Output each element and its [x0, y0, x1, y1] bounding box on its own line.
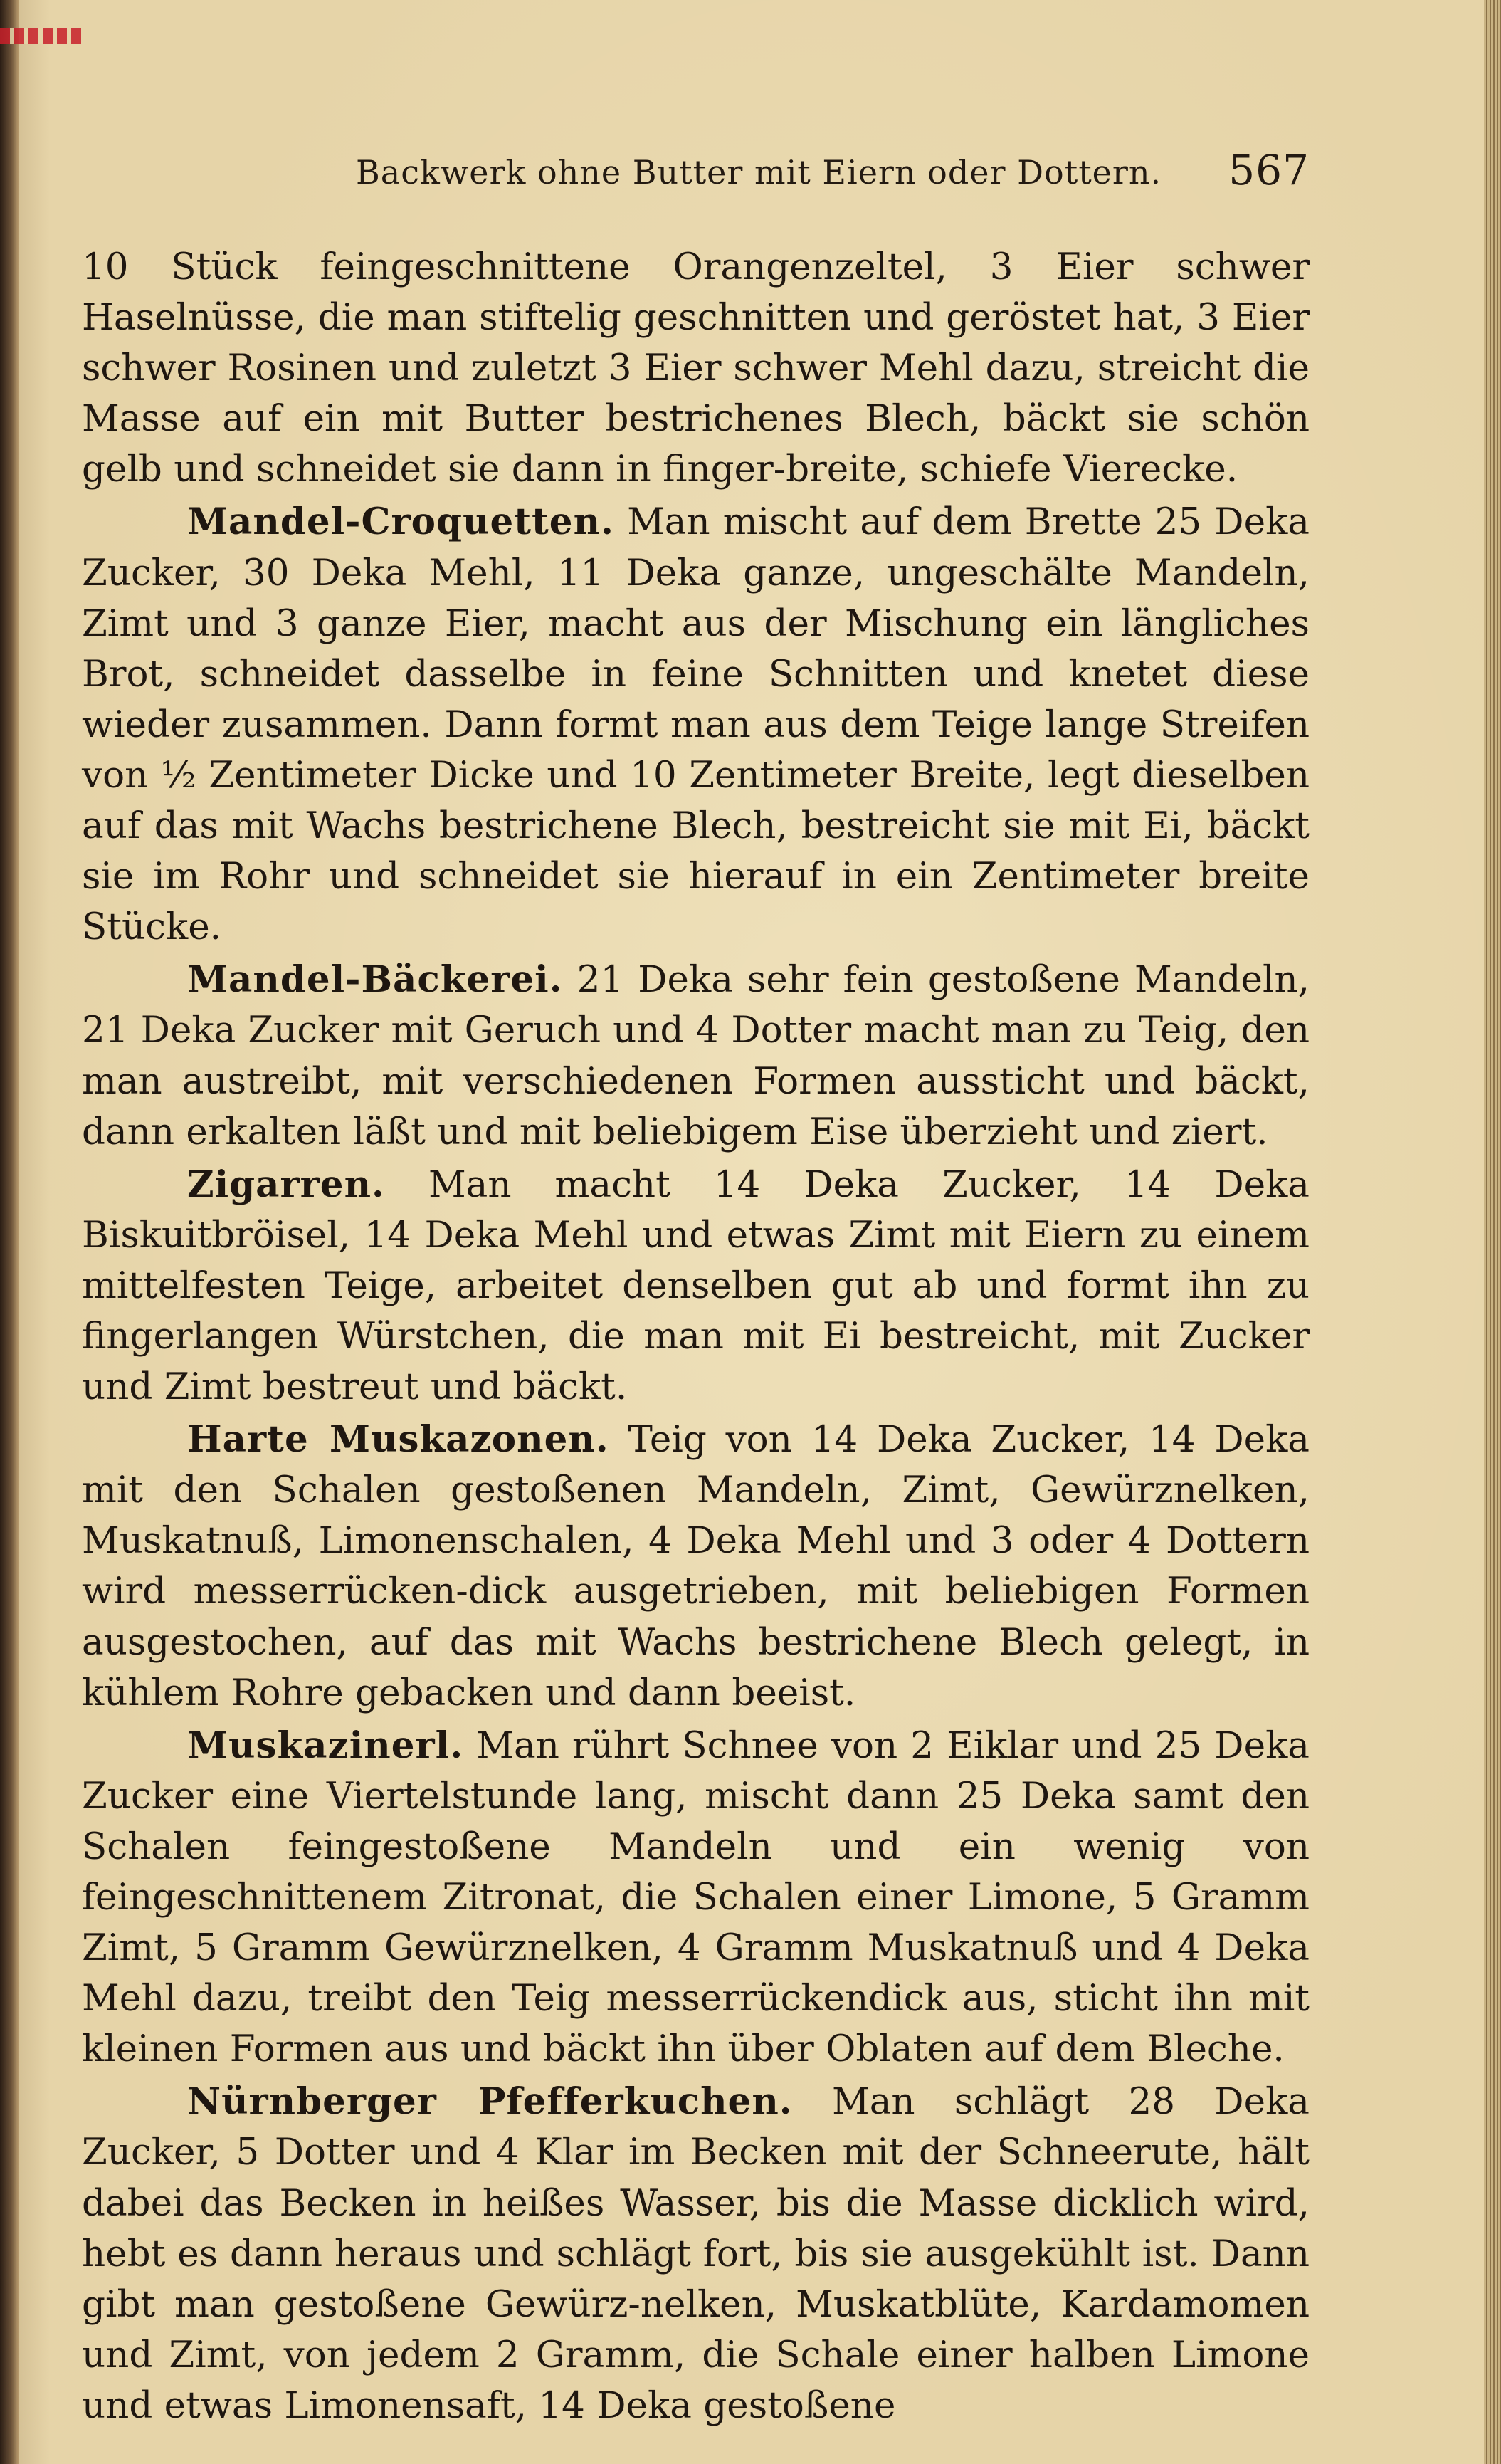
recipe-mandel-baeckerei: [82, 955, 1310, 1157]
recipe-harte-muskazonen: [82, 1415, 1310, 1719]
recipe-text: 21 Deka sehr fein gestoßene Mandeln, 21 Deka Zucker mit Geruch und 4 Dotter macht man zu Teig, den man austreibt, mit verschiedenen Formen aussticht und bäckt, dann erkalten läßt und mit beliebigem Eise überzieht und ziert.: [82, 958, 1310, 1153]
recipe-title: Muskazinerl.: [187, 1724, 464, 1767]
page-number: 567: [1228, 146, 1310, 194]
recipe-text-body: [82, 242, 1310, 2431]
recipe-title: Nürnberger Pfefferkuchen.: [187, 2080, 793, 2124]
recipe-title: Zigarren.: [187, 1163, 385, 1206]
recipe-text: Man schlägt 28 Deka Zucker, 5 Dotter und 4 Klar im Becken mit der Schneerute, hält dabei das Becken in heißes Wasser, bis die Masse dicklich wird, hebt es dann heraus und schlägt fort, bis sie ausgekühlt ist. Dann gibt man gestoßene Gewürz-nelken, Muskatblüte, Kardamomen und Zimt, von jedem 2 Gramm, die Schale einer halben Limone und etwas Limonensaft, 14 Deka gestoßene: [82, 2080, 1310, 2427]
recipe-text: Man rührt Schnee von 2 Eiklar und 25 Deka Zucker eine Viertelstunde lang, mischt dann 25 Deka samt den Schalen feingestoßene Mandeln und ein wenig von feingeschnittenem Zitronat, die Schalen einer Limone, 5 Gramm Zimt, 5 Gramm Gewürznelken, 4 Gramm Muskatnuß und 4 Deka Mehl dazu, treibt den Teig messerrückendick aus, sticht ihn mit kleinen Formen aus und bäckt ihn über Oblaten auf dem Bleche.: [82, 1724, 1310, 2071]
recipe-nuernberger-pfefferkuchen: [82, 2077, 1310, 2431]
book-gutter: [0, 0, 19, 2464]
paragraph-continuation: [82, 242, 1310, 495]
recipe-text: Teig von 14 Deka Zucker, 14 Deka mit den Schalen gestoßenen Mandeln, Zimt, Gewürznelken, Muskatnuß, Limonenschalen, 4 Deka Mehl und 3 oder 4 Dottern wird messerrücken-dick ausgetrieben, mit beliebigen Formen ausgestochen, auf das mit Wachs bestrichene Blech gelegt, in kühlem Rohre gebacken und dann beeist.: [82, 1418, 1310, 1714]
recipe-title: Mandel-Bäckerei.: [187, 958, 563, 1002]
paragraph-text: 10 Stück feingeschnittene Orangenzeltel, 3 Eier schwer Haselnüsse, die man stiftelig geschnitten und geröstet hat, 3 Eier schwer Rosinen und zuletzt 3 Eier schwer Mehl dazu, streicht die Masse auf ein mit Butter bestrichenes Blech, bäckt sie schön gelb und schneidet sie dann in finger-breite, schiefe Vierecke.: [82, 246, 1310, 491]
recipe-text: Man mischt auf dem Brette 25 Deka Zucker, 30 Deka Mehl, 11 Deka ganze, ungeschälte Mandeln, Zimt und 3 ganze Eier, macht aus der Mischung ein längliches Brot, schneidet dasselbe in feine Schnitten und knetet diese wieder zusammen. Dann formt man aus dem Teige lange Streifen von ½ Zentimeter Dicke und 10 Zentimeter Breite, legt dieselben auf das mit Wachs bestrichene Blech, bestreicht sie mit Ei, bäckt sie im Rohr und schneidet sie hierauf in ein Zentimeter breite Stücke.: [82, 500, 1310, 949]
recipe-muskazinerl: [82, 1721, 1310, 2075]
recipe-text: Man macht 14 Deka Zucker, 14 Deka Biskuitbröisel, 14 Deka Mehl und etwas Zimt mit Eiern zu einem mittelfesten Teige, arbeitet denselben gut ab und formt ihn zu fingerlangen Würstchen, die man mit Ei bestreicht, mit Zucker und Zimt bestreut und bäckt.: [82, 1163, 1310, 1409]
recipe-title: Harte Muskazonen.: [187, 1418, 609, 1462]
running-title: Backwerk ohne Butter mit Eiern oder Dottern.: [356, 153, 1162, 192]
recipe-mandel-croquetten: [82, 497, 1310, 953]
red-stripe-marker: [0, 28, 85, 44]
running-header: [356, 146, 1310, 203]
recipe-title: Mandel-Croquetten.: [187, 500, 614, 544]
page-stack-edge: [1484, 0, 1501, 2464]
recipe-zigarren: [82, 1160, 1310, 1412]
